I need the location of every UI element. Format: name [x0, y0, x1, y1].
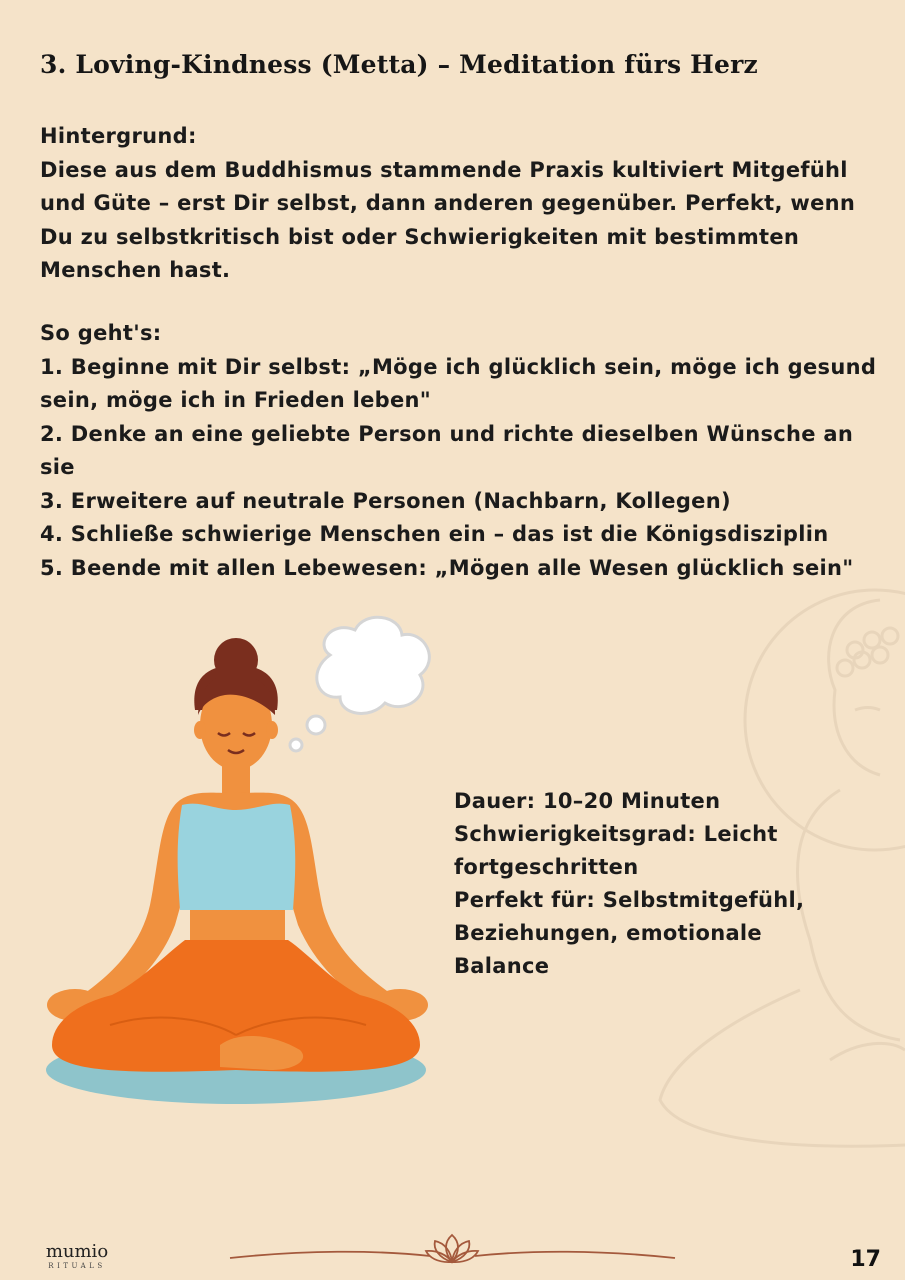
step-item: 4. Schließe schwierige Menschen ein – das ist die Königsdisziplin — [40, 522, 829, 546]
page-title: 3. Loving-Kindness (Metta) – Meditation fürs Herz — [40, 50, 758, 79]
meditating-woman-illustration — [40, 605, 440, 1115]
background-section — [40, 120, 880, 288]
background-text: Diese aus dem Buddhismus stammende Praxis kultiviert Mitgefühl und Güte – erst Dir selbst, dann anderen gegenüber. Perfekt, wenn Du zu selbstkritisch bist oder Schwierigkeiten mit bestimmten Menschen hast. — [40, 157, 856, 282]
info-box — [454, 785, 834, 983]
brand-name: mumio — [45, 1241, 109, 1262]
lotus-icon — [426, 1235, 478, 1262]
thought-bubble-icon — [290, 617, 429, 751]
step-item: 5. Beende mit allen Lebewesen: „Mögen alle Wesen glücklich sein" — [40, 555, 854, 580]
brand-subtitle: RITUALS — [48, 1262, 106, 1270]
duration-text: Dauer: 10–20 Minuten — [454, 789, 721, 813]
brand-logo — [32, 1242, 122, 1270]
steps-section — [40, 317, 880, 585]
step-item: 3. Erweitere auf neutrale Personen (Nachbarn, Kollegen) — [40, 488, 731, 513]
difficulty-text: Schwierigkeitsgrad: Leicht fortgeschritten — [454, 822, 778, 879]
page-number: 17 — [850, 1247, 881, 1272]
lotus-divider — [225, 1232, 680, 1270]
perfect-for-text: Perfekt für: Selbstmitgefühl, Beziehungen, emotionale Balance — [454, 888, 805, 978]
step-item: 1. Beginne mit Dir selbst: „Möge ich glücklich sein, möge ich gesund sein, möge ich in Frieden leben" — [40, 354, 877, 412]
step-item: 2. Denke an eine geliebte Person und richte dieselben Wünsche an sie — [40, 421, 854, 479]
steps-heading: So geht's: — [40, 321, 162, 345]
background-heading: Hintergrund: — [40, 124, 197, 148]
